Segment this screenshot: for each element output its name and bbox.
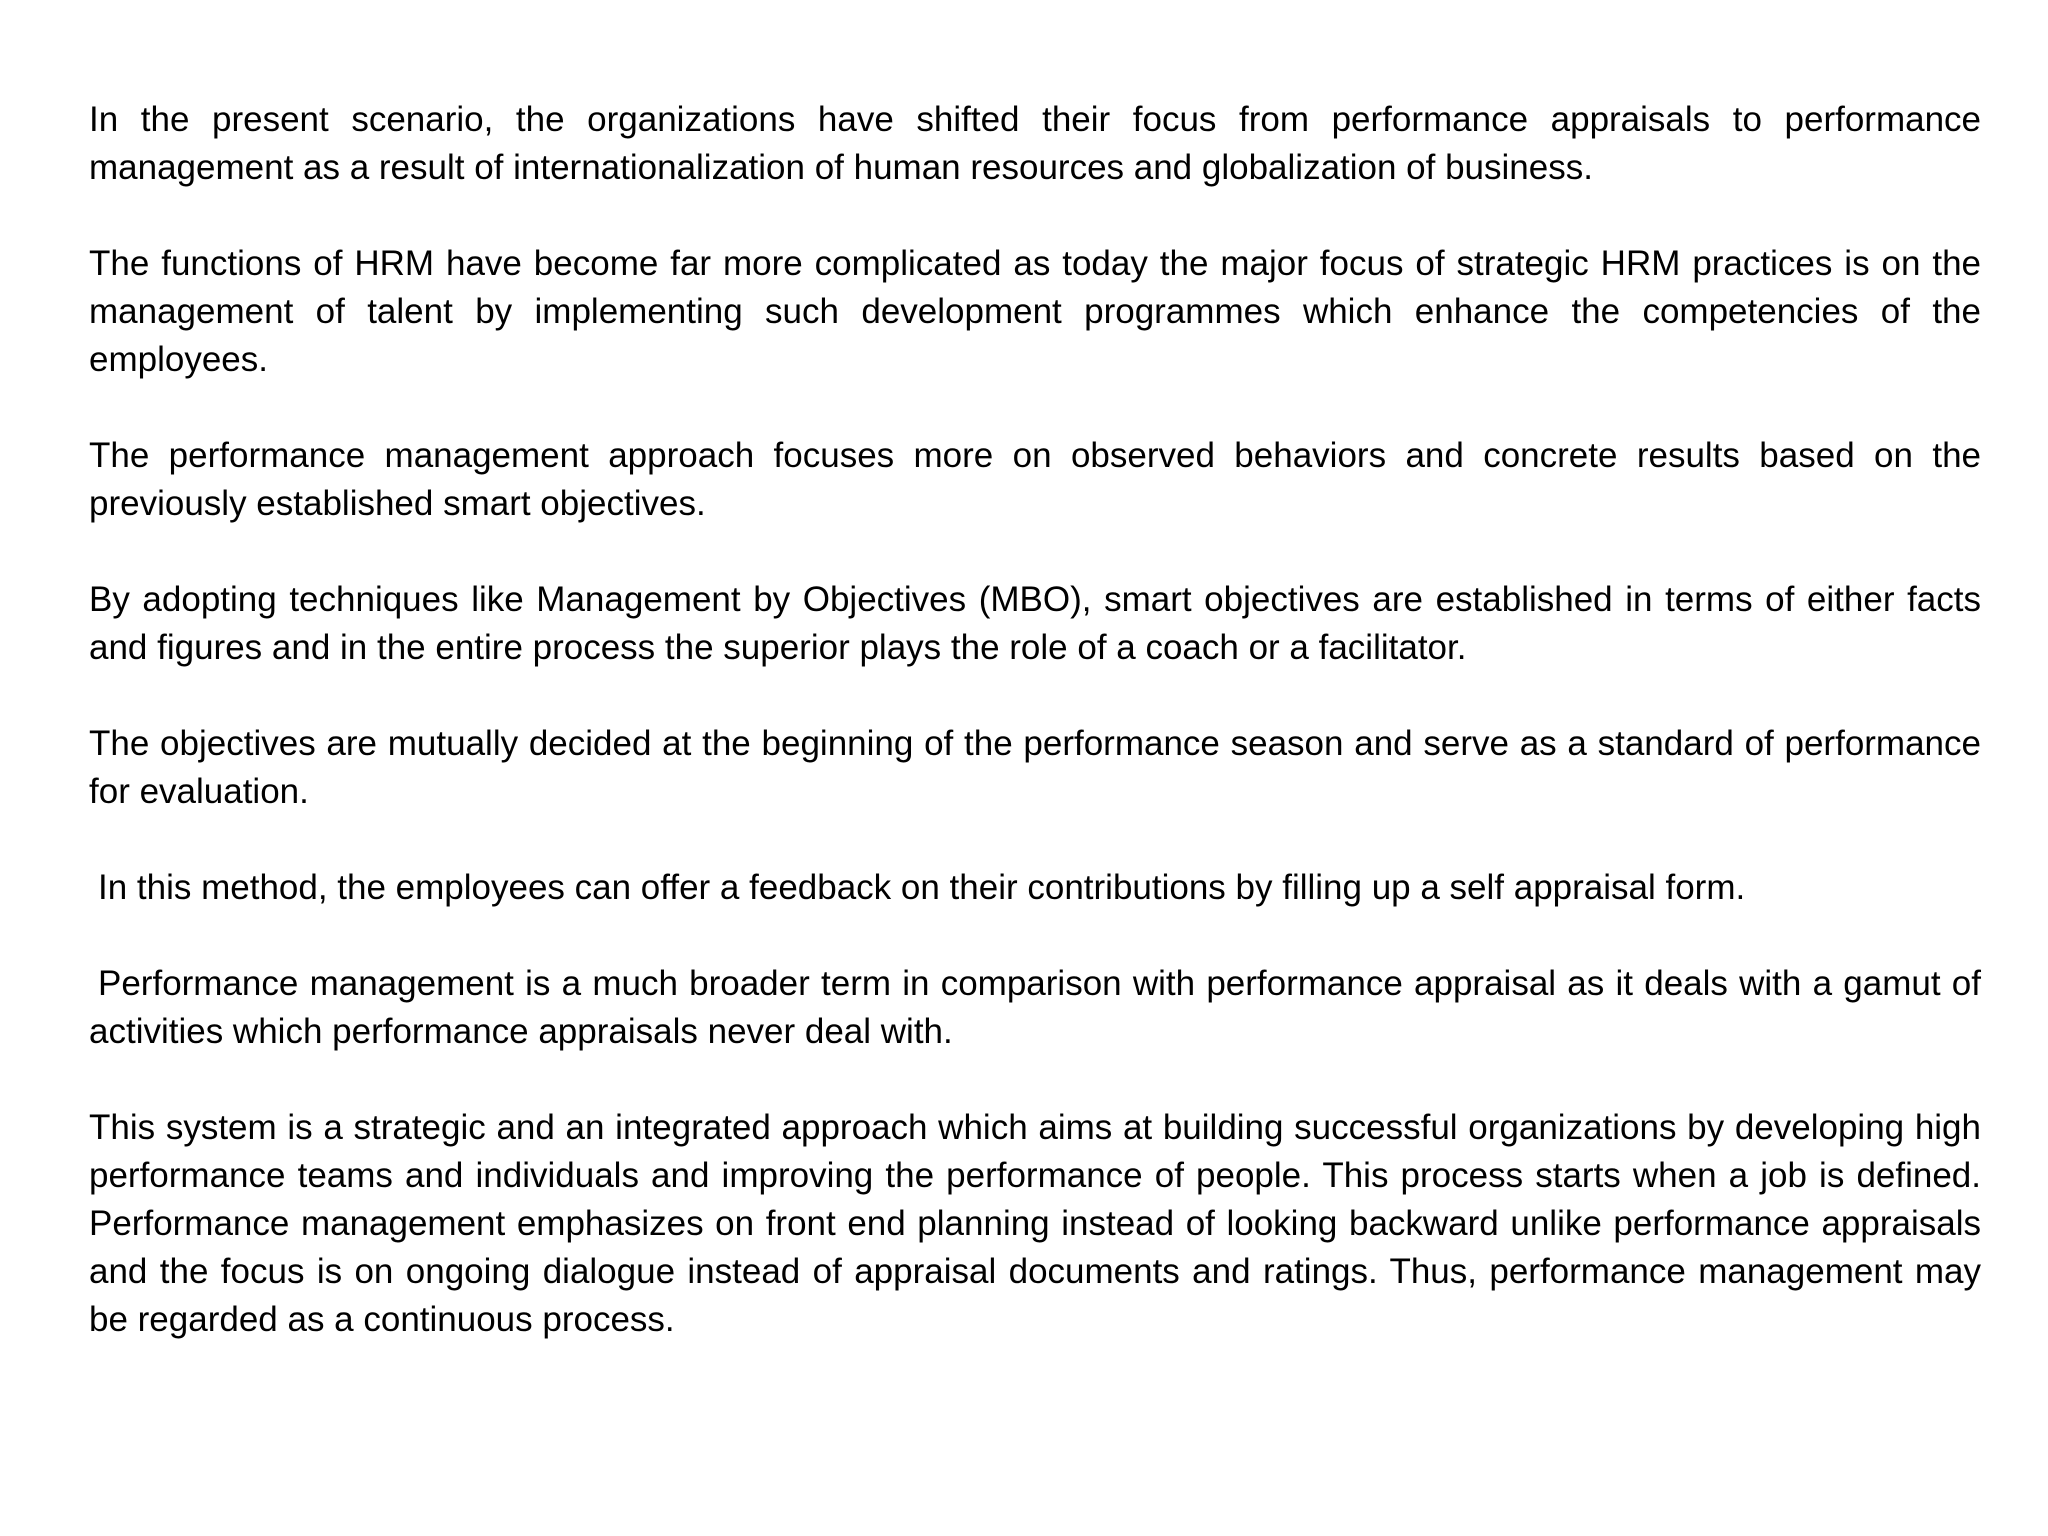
paragraph-performance-approach: The performance management approach focuses more on observed behaviors and concrete results based on the previously established smart objectives. [89, 436, 1981, 523]
paragraph-strategic-system: This system is a strategic and an integrated approach which aims at building successful organizations by developing high performance teams and individuals and improving the performance of people. This process starts when a job is defined. Performance management emphasizes on front end planning instead of looking backward unlike performance appraisals and the focus is on ongoing dialogue instead of appraisal documents and ratings. Thus, performance management may be regarded as a continuous process. [89, 1108, 1981, 1339]
paragraph-broader-term: Performance management is a much broader term in comparison with performance appraisal as it deals with a gamut of activities which performance appraisals never deal with. [89, 964, 1981, 1051]
paragraph-self-appraisal: In this method, the employees can offer a feedback on their contributions by filling up a self appraisal form. [98, 868, 1746, 907]
slide-body-text [89, 96, 1981, 1392]
paragraph-mbo: By adopting techniques like Management by Objectives (MBO), smart objectives are established in terms of either facts and figures and in the entire process the superior plays the role of a coach or a facilitator. [89, 580, 1981, 667]
paragraph-objectives: The objectives are mutually decided at the beginning of the performance season and serve as a standard of performance for evaluation. [89, 724, 1981, 811]
paragraph-hrm-functions: The functions of HRM have become far more complicated as today the major focus of strategic HRM practices is on the management of talent by implementing such development programmes which enhance the competencies of the employees. [89, 244, 1981, 379]
paragraph-focus-shift: In the present scenario, the organizations have shifted their focus from performance appraisals to performance management as a result of internationalization of human resources and globalization of business. [89, 100, 1981, 187]
